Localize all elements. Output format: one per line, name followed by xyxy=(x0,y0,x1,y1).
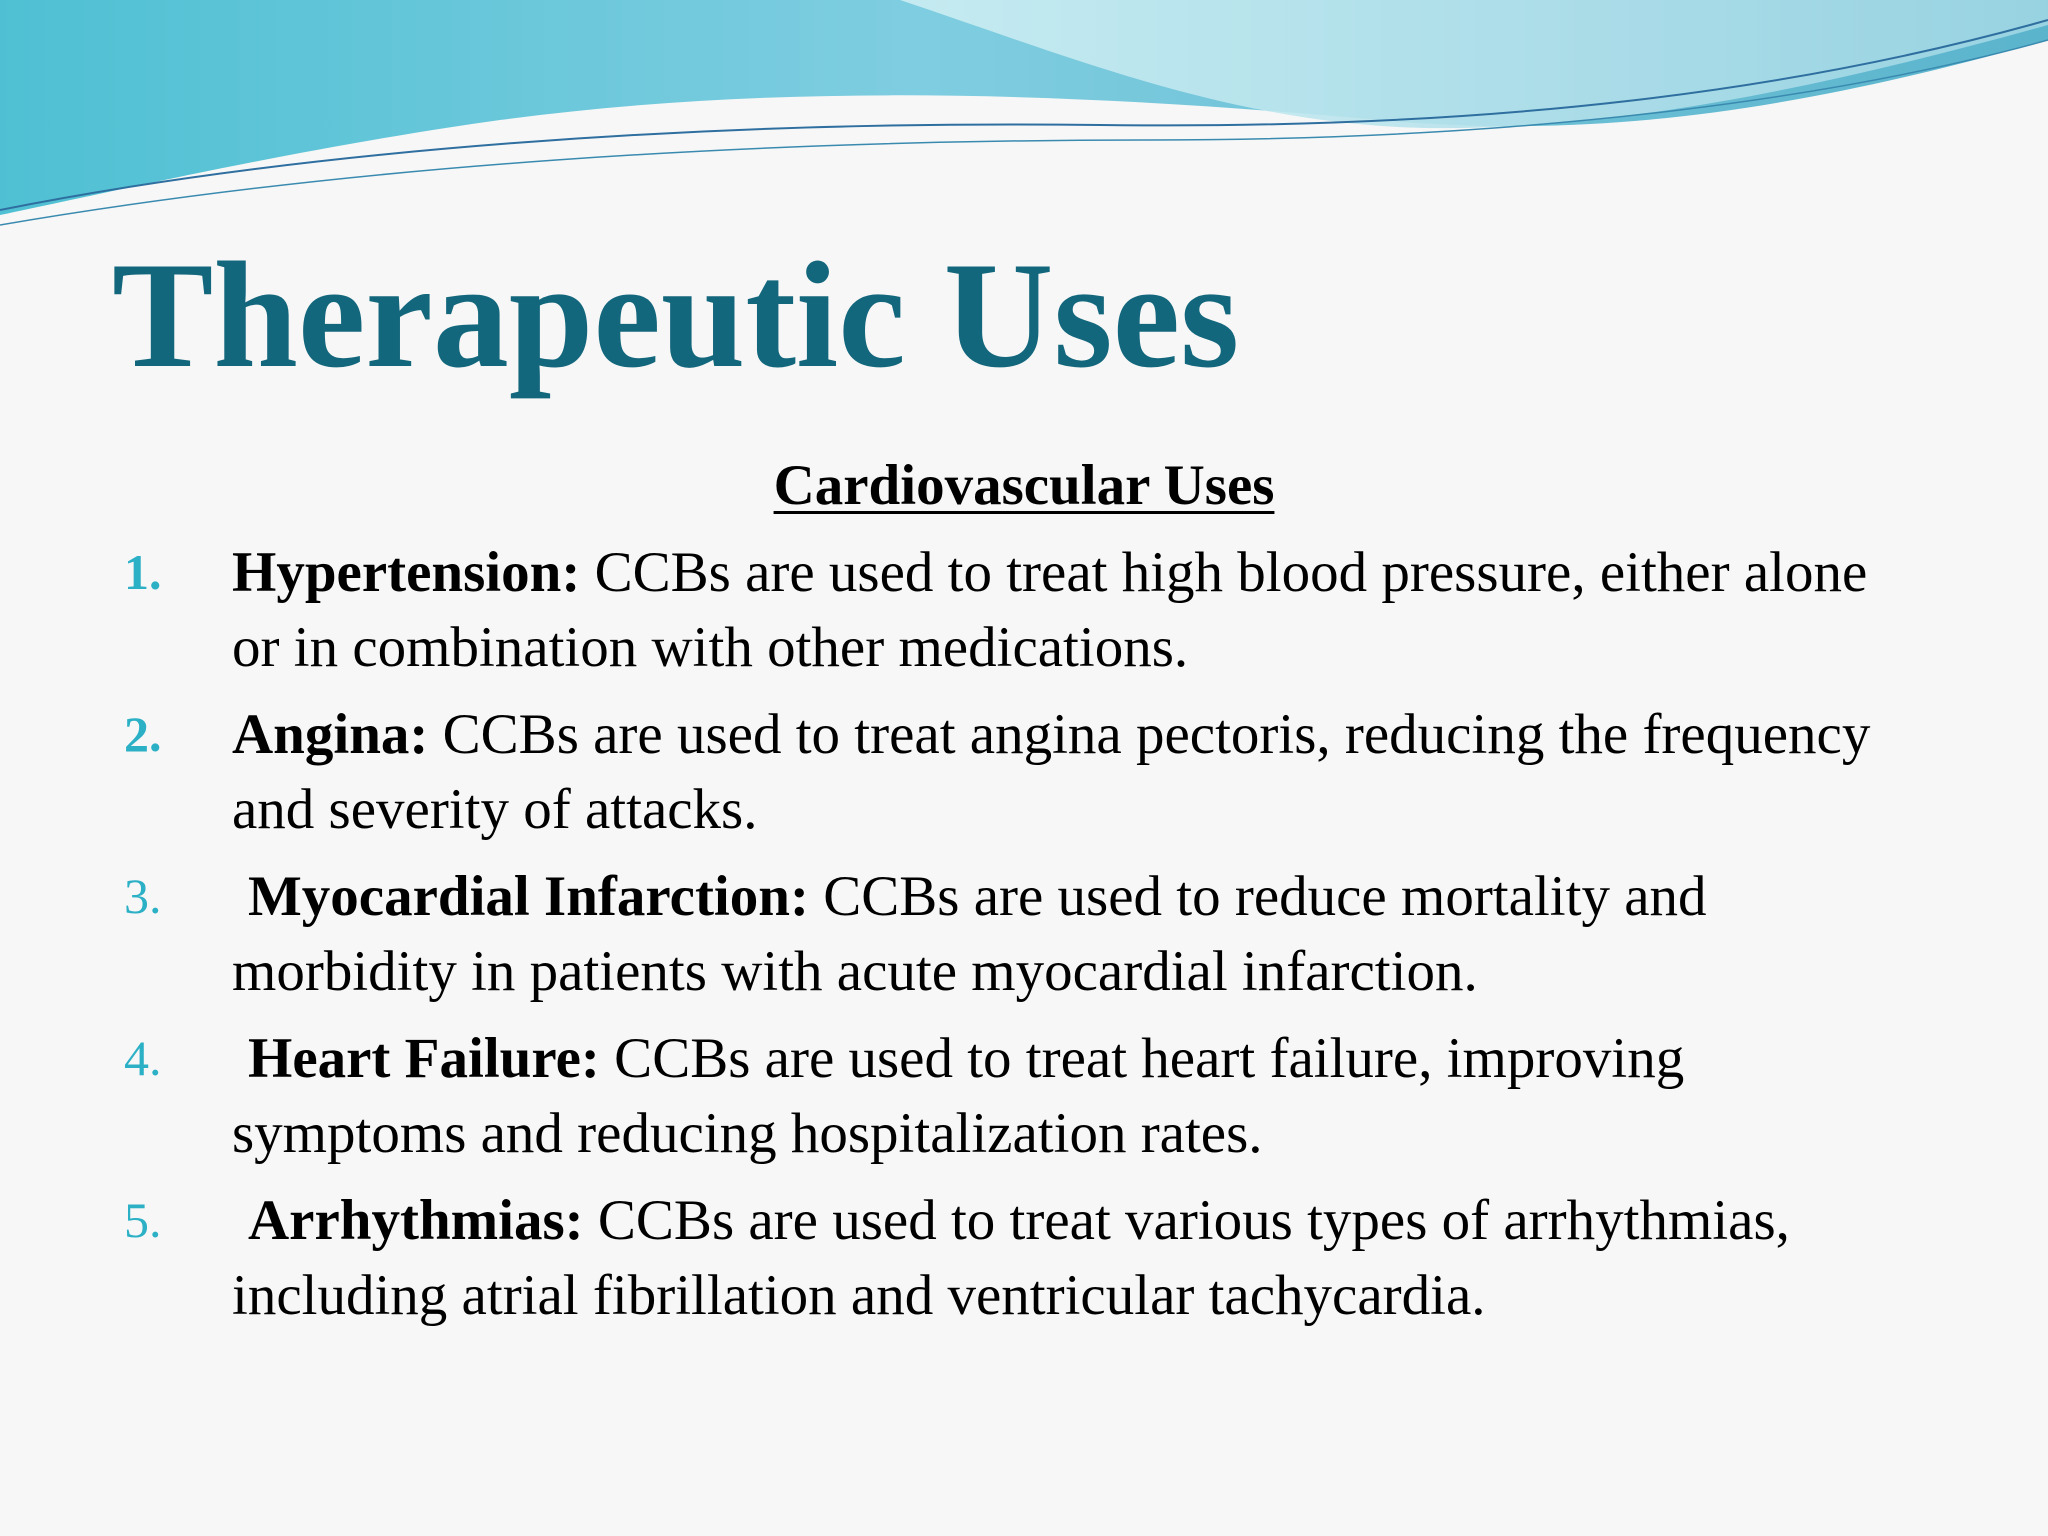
item-description: CCBs are used to treat various types of arrhythmias, including atrial fibrillation and ventricular tachycardia. xyxy=(232,1189,1790,1327)
item-description: CCBs are used to treat high blood pressure, either alone or in combination with other medications. xyxy=(232,541,1868,679)
list-item xyxy=(0,697,2048,847)
item-description: CCBs are used to reduce mortality and morbidity in patients with acute myocardial infarction. xyxy=(232,865,1707,1003)
item-description: CCBs are used to treat heart failure, improving symptoms and reducing hospitalization rates. xyxy=(232,1027,1685,1165)
item-text xyxy=(232,697,1892,847)
section-heading: Cardiovascular Uses xyxy=(773,454,1275,517)
item-number: 5. xyxy=(124,1192,162,1248)
item-label: Hypertension: xyxy=(232,541,581,604)
list-item xyxy=(0,859,2048,1009)
uses-list xyxy=(0,535,2048,1345)
item-label: Heart Failure: xyxy=(248,1027,600,1090)
header-wave-decoration xyxy=(0,0,2048,240)
slide-title: Therapeutic Uses xyxy=(112,231,1240,399)
item-number: 4. xyxy=(124,1030,162,1086)
item-text xyxy=(232,1183,1892,1333)
list-item xyxy=(0,1021,2048,1171)
item-number: 1. xyxy=(124,544,162,600)
list-item xyxy=(0,535,2048,685)
list-item xyxy=(0,1183,2048,1333)
item-text xyxy=(232,859,1892,1009)
item-number: 2. xyxy=(124,706,162,762)
item-label: Angina: xyxy=(232,703,429,766)
item-description: CCBs are used to treat angina pectoris, reducing the frequency and severity of attacks. xyxy=(232,703,1871,841)
item-number: 3. xyxy=(124,868,162,924)
item-text xyxy=(232,1021,1892,1171)
item-label: Myocardial Infarction: xyxy=(248,865,809,928)
item-label: Arrhythmias: xyxy=(248,1189,584,1252)
item-text xyxy=(232,535,1892,685)
